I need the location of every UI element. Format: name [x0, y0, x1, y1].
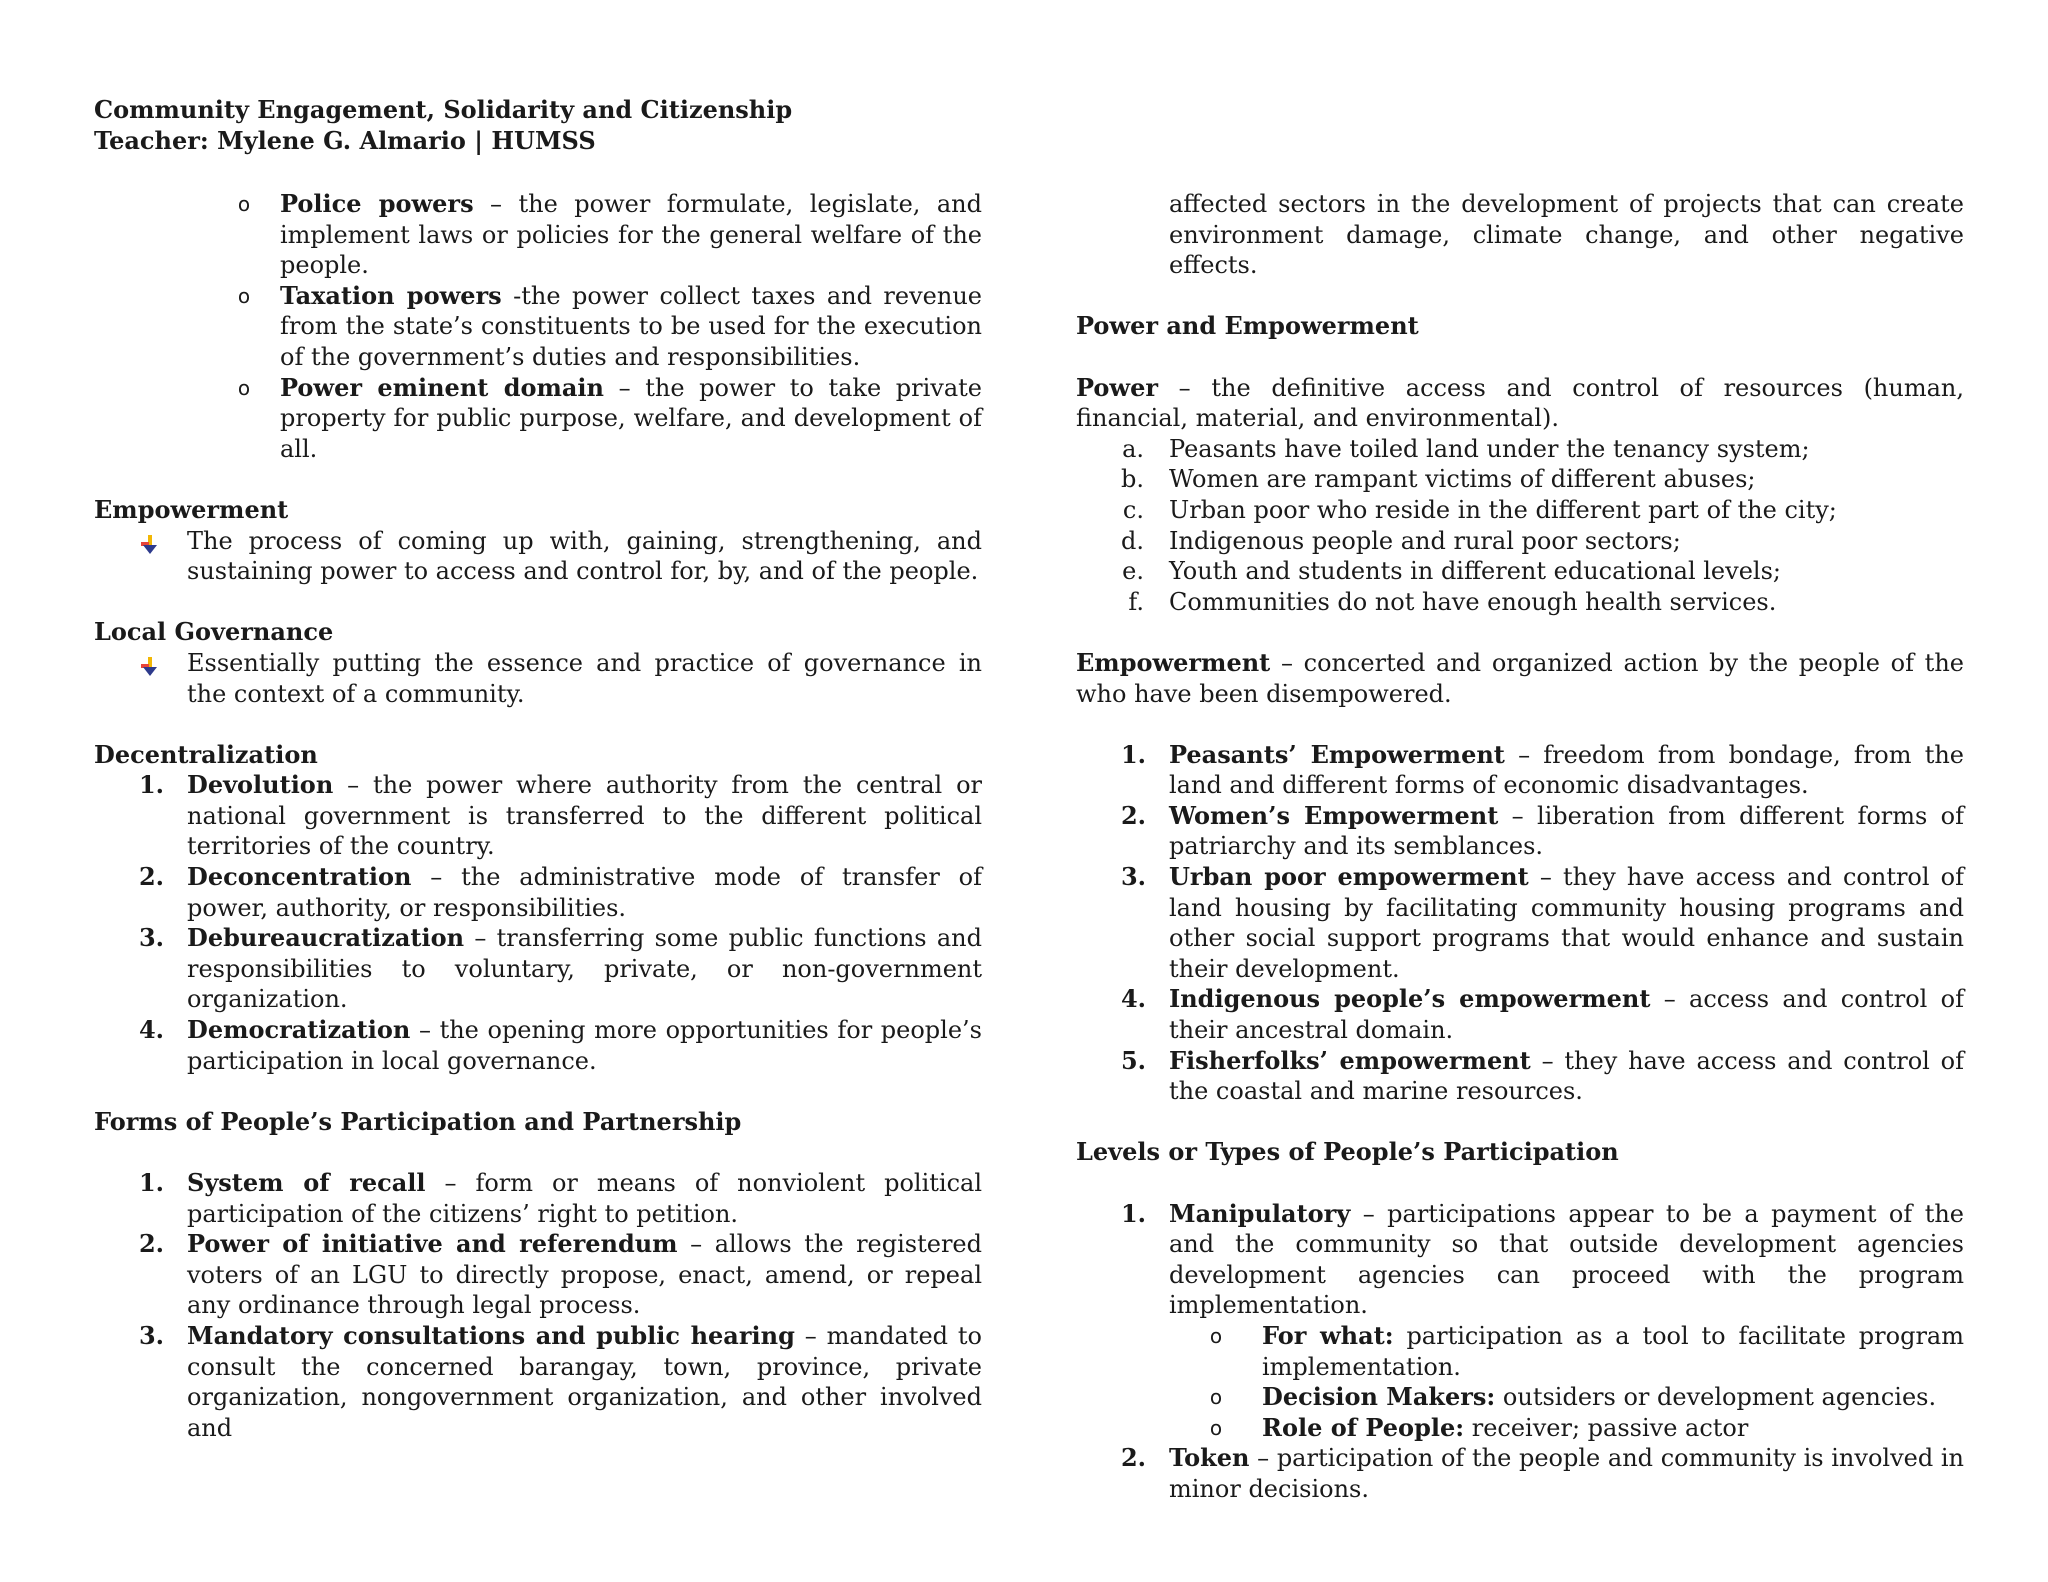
circle-bullet-icon: o	[1209, 1385, 1223, 1410]
list-item	[1076, 1199, 1964, 1321]
circle-bullet-icon: o	[237, 192, 251, 216]
list-number: 1.	[138, 770, 164, 800]
item-text: Peasants have toiled land under the tenancy system;	[1169, 434, 1810, 463]
list-number: 1.	[1120, 1198, 1146, 1228]
term: For what:	[1262, 1320, 1394, 1350]
section-heading-power-empowerment: Power and Empowerment	[1076, 311, 1419, 341]
list-item	[94, 648, 982, 709]
list-item	[94, 1168, 982, 1229]
sub-list-item	[1076, 1382, 1964, 1413]
document-header	[94, 94, 792, 156]
continuation-text: affected sectors in the development of projects that can create environment damage, climate change, and other negative effects.	[1169, 190, 1964, 280]
list-number: 2.	[1120, 800, 1146, 830]
list-number: 5.	[1120, 1045, 1146, 1075]
definition: – freedom from bondage, from the land and different forms of economic disadvantages.	[1169, 740, 1965, 800]
definition: – the power where authority from the central or national government is transferred to the different political territories of the country.	[187, 771, 982, 861]
definition: – the power formulate, legislate, and implement laws or policies for the general welfare of the people.	[280, 190, 982, 280]
definition: – mandated to consult the concerned barangay, town, province, private organization, nongovernment organization, and other involved and	[187, 1321, 982, 1442]
definition: – liberation from different forms of patriarchy and its semblances.	[1169, 801, 1965, 861]
list-number: 1.	[1120, 739, 1146, 769]
definition: – the administrative mode of transfer of power, authority, or responsibilities.	[187, 863, 982, 922]
item-text: Women are rampant victims of different abuses;	[1169, 465, 1756, 494]
term: Role of People:	[1262, 1412, 1465, 1442]
term: Debureaucratization	[187, 923, 465, 953]
arrow-bullet-icon	[141, 654, 159, 674]
list-letter: f.	[1128, 587, 1144, 616]
term: Deconcentration	[187, 862, 412, 892]
term: Democratization	[187, 1015, 411, 1045]
list-item	[1076, 984, 1964, 1045]
list-item	[1076, 495, 1964, 526]
definition: – the power to take private property for public purpose, welfare, and development of all.	[280, 373, 982, 463]
definition: – form or means of nonviolent political participation of the citizens’ right to petition.	[187, 1169, 982, 1228]
list-item	[94, 281, 982, 373]
list-item	[94, 526, 982, 587]
circle-bullet-icon: o	[1209, 1415, 1223, 1440]
item-text: Communities do not have enough health services.	[1169, 587, 1777, 616]
list-item	[94, 923, 982, 1015]
list-letter: d.	[1121, 526, 1144, 555]
list-item	[94, 770, 982, 862]
list-number: 2.	[1120, 1443, 1146, 1473]
section-heading-empowerment: Empowerment	[94, 494, 289, 524]
list-item	[94, 862, 982, 923]
list-item	[1076, 587, 1964, 618]
left-column	[94, 189, 982, 1443]
list-item	[1076, 464, 1964, 495]
definition: – they have access and control of the coastal and marine resources.	[1169, 1046, 1965, 1106]
circle-bullet-icon: o	[237, 283, 251, 308]
list-item	[1076, 801, 1964, 862]
empowerment-definition	[1076, 648, 1964, 709]
term: Fisherfolks’ empowerment	[1169, 1045, 1531, 1075]
circle-bullet-icon: o	[1209, 1323, 1223, 1348]
term: Taxation powers	[280, 280, 502, 310]
definition: – transferring some public functions and responsibilities to voluntary, private, or non-government organization.	[187, 924, 982, 1014]
list-number: 4.	[1120, 984, 1146, 1014]
bullet-text: The process of coming up with, gaining, strengthening, and sustaining power to access and control for, by, and of the people.	[187, 526, 982, 586]
list-number: 3.	[1120, 862, 1146, 892]
term: Urban poor empowerment	[1169, 862, 1529, 892]
list-letter: e.	[1122, 557, 1144, 586]
term: Power	[1076, 372, 1158, 402]
term: Token	[1169, 1443, 1250, 1473]
term: Power eminent domain	[280, 372, 604, 402]
list-item	[94, 1015, 982, 1076]
list-letter: c.	[1122, 495, 1144, 524]
item-text: Youth and students in different educational levels;	[1169, 557, 1781, 586]
definition: -the power collect taxes and revenue from the state’s constituents to be used for the execution of the government’s duties and responsibilities.	[280, 281, 982, 371]
list-item	[1076, 740, 1964, 801]
list-number: 3.	[138, 923, 164, 953]
list-item	[1076, 1046, 1964, 1107]
list-item	[1076, 434, 1964, 465]
list-letter: a.	[1122, 434, 1144, 463]
list-letter: b.	[1121, 465, 1144, 494]
definition: participation as a tool to facilitate program implementation.	[1262, 1321, 1964, 1381]
term: Manipulatory	[1169, 1198, 1351, 1228]
item-text: Indigenous people and rural poor sectors;	[1169, 526, 1681, 555]
item-text: Urban poor who reside in the different part of the city;	[1169, 495, 1837, 524]
right-column	[1076, 189, 1964, 1505]
circle-bullet-icon: o	[237, 375, 251, 400]
definition: outsiders or development agencies.	[1495, 1383, 1937, 1412]
list-item	[1076, 526, 1964, 557]
term: Peasants’ Empowerment	[1169, 739, 1505, 769]
term: Power of initiative and referendum	[187, 1229, 678, 1259]
list-item	[1076, 862, 1964, 984]
term: Devolution	[187, 770, 334, 800]
term: System of recall	[187, 1168, 426, 1197]
term: Empowerment	[1076, 647, 1271, 677]
list-number: 4.	[138, 1015, 164, 1045]
definition: receiver; passive actor	[1464, 1413, 1749, 1442]
section-heading-local-governance: Local Governance	[94, 617, 334, 647]
term: Women’s Empowerment	[1169, 800, 1499, 830]
list-number: 2.	[138, 862, 164, 892]
teacher-line: Teacher: Mylene G. Almario | HUMSS	[94, 126, 596, 155]
section-heading-levels: Levels or Types of People’s Participation	[1076, 1137, 1619, 1167]
definition: – concerted and organized action by the people of the who have been disempowered.	[1076, 648, 1964, 708]
power-definition	[1076, 373, 1964, 434]
section-heading-decentralization: Decentralization	[94, 739, 318, 769]
definition: – participations appear to be a payment of the and the community so that outside development agencies development agencies can proceed with the program implementation.	[1169, 1199, 1964, 1320]
course-title: Community Engagement, Solidarity and Citizenship	[94, 95, 793, 124]
list-item	[94, 1321, 982, 1443]
term: Mandatory consultations and public hearing	[187, 1320, 795, 1350]
term: Indigenous people’s empowerment	[1169, 984, 1651, 1014]
list-item	[94, 1229, 982, 1321]
list-item	[94, 373, 982, 465]
list-number: 1.	[138, 1168, 164, 1197]
sub-list-item	[1076, 1413, 1964, 1444]
list-number: 3.	[138, 1320, 164, 1350]
list-item	[94, 189, 982, 281]
definition: – they have access and control of land housing by facilitating community housing programs and other social support programs that would enhance and sustain their development.	[1169, 863, 1965, 983]
term: Police powers	[280, 189, 474, 218]
definition: – the definitive access and control of resources (human, financial, material, and environmental).	[1076, 373, 1964, 433]
list-item	[1076, 1443, 1964, 1504]
arrow-bullet-icon	[141, 532, 159, 552]
definition: – allows the registered voters of an LGU to directly propose, enact, amend, or repeal any ordinance through legal process.	[187, 1230, 982, 1320]
sub-list-item	[1076, 1321, 1964, 1382]
definition: – the opening more opportunities for people’s participation in local governance.	[187, 1016, 982, 1075]
list-item	[1076, 556, 1964, 587]
section-heading-forms: Forms of People’s Participation and Partnership	[94, 1106, 742, 1136]
definition: – participation of the people and community is involved in minor decisions.	[1169, 1444, 1964, 1503]
bullet-text: Essentially putting the essence and practice of governance in the context of a community.	[187, 648, 982, 708]
term: Decision Makers:	[1262, 1382, 1496, 1412]
list-number: 2.	[138, 1229, 164, 1259]
definition: – access and control of their ancestral domain.	[1169, 985, 1964, 1045]
